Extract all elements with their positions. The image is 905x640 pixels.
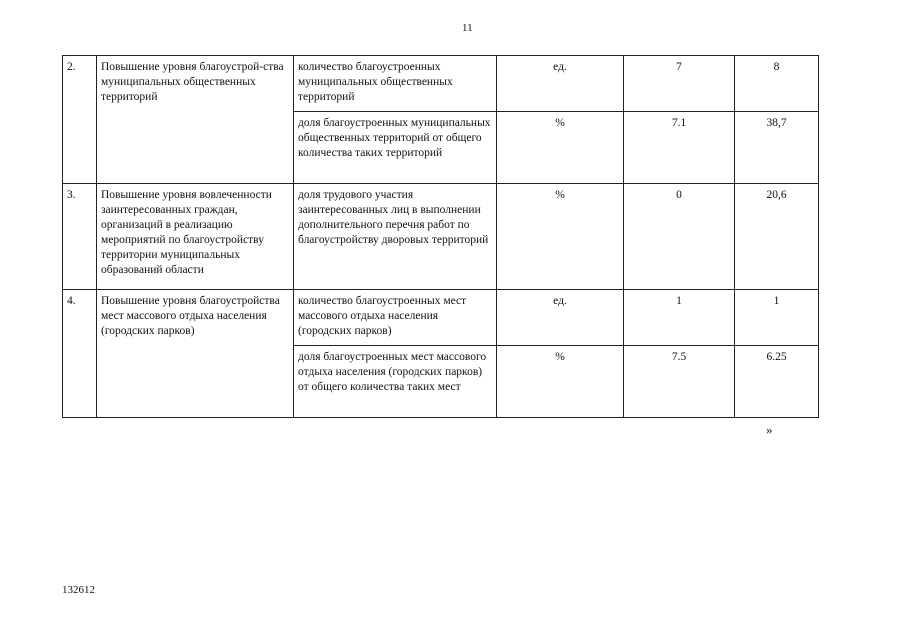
document-code: 132612	[62, 584, 95, 596]
goal-text-continued	[97, 346, 294, 418]
row-number-continued	[63, 112, 97, 184]
goal-text: Повышение уровня благоустрой-ства муниципальных общественных территорий	[97, 56, 294, 112]
table-row	[63, 56, 819, 112]
indicator-value-1: 7.5	[624, 346, 735, 418]
indicator-text: количество благоустроенных мест массового отдыха населения (городских парков)	[294, 290, 497, 346]
indicator-value-1: 0	[624, 184, 735, 290]
indicator-unit: %	[497, 112, 624, 184]
indicator-value-1: 1	[624, 290, 735, 346]
indicator-text: доля благоустроенных муниципальных общественных территорий от общего количества таких территорий	[294, 112, 497, 184]
indicator-value-2: 1	[735, 290, 819, 346]
goal-text: Повышение уровня вовлеченности заинтересованных граждан, организаций в реализацию мероприятий по благоустройству территории муниципальных образований области	[97, 184, 294, 290]
indicator-text: количество благоустроенных муниципальных общественных территорий	[294, 56, 497, 112]
row-number-continued	[63, 346, 97, 418]
table-row	[63, 112, 819, 184]
goal-text: Повышение уровня благоустройства мест массового отдыха населения (городских парков)	[97, 290, 294, 346]
indicator-unit: ед.	[497, 56, 624, 112]
indicator-text: доля благоустроенных мест массового отдыха населения (городских парков) от общего количества таких мест	[294, 346, 497, 418]
indicator-value-2: 38,7	[735, 112, 819, 184]
indicators-table	[62, 55, 819, 418]
indicator-value-1: 7.1	[624, 112, 735, 184]
indicator-unit: ед.	[497, 290, 624, 346]
closing-quote: »	[766, 422, 773, 437]
table-row	[63, 290, 819, 346]
indicator-unit: %	[497, 184, 624, 290]
indicator-value-1: 7	[624, 56, 735, 112]
indicator-value-2: 6.25	[735, 346, 819, 418]
row-number: 4.	[63, 290, 97, 346]
row-number: 3.	[63, 184, 97, 290]
page-number: 11	[462, 22, 473, 34]
table-row	[63, 184, 819, 290]
indicator-unit: %	[497, 346, 624, 418]
goal-text-continued	[97, 112, 294, 184]
table-row	[63, 346, 819, 418]
indicator-text: доля трудового участия заинтересованных лиц в выполнении дополнительного перечня работ по благоустройству дворовых территорий	[294, 184, 497, 290]
indicator-value-2: 8	[735, 56, 819, 112]
indicator-value-2: 20,6	[735, 184, 819, 290]
row-number: 2.	[63, 56, 97, 112]
